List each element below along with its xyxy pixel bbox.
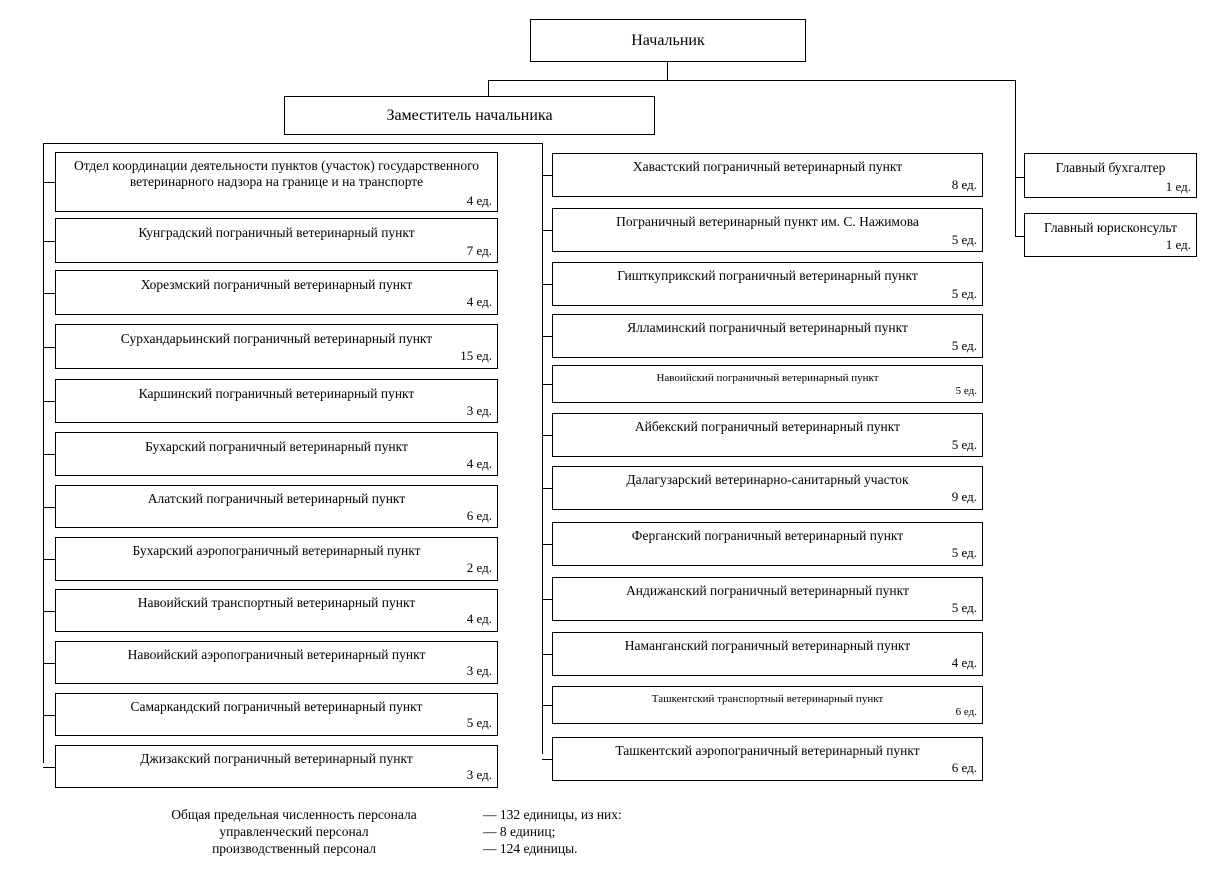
deputy-title: Заместитель начальника: [386, 107, 553, 124]
unit-count: 5 ед.: [951, 286, 977, 301]
unit-title: Самаркандский пограничный ветеринарный пункт: [130, 699, 423, 714]
connector-line: [542, 336, 552, 337]
connector-line: [43, 454, 55, 455]
unit-title: Алатский пограничный ветеринарный пункт: [147, 491, 406, 506]
unit-box: [55, 218, 498, 263]
unit-box: [552, 466, 983, 510]
unit-title: Кунградский пограничный ветеринарный пункт: [138, 225, 415, 240]
unit-box: [552, 632, 983, 676]
connector-line: [43, 182, 55, 183]
connector-line: [542, 654, 552, 655]
summary-label: Общая предельная численность персонала: [171, 807, 417, 822]
unit-box: [55, 537, 498, 581]
unit-count: 6 ед.: [466, 508, 492, 523]
head-box: [530, 19, 806, 62]
unit-title: Далагузарский ветеринарно-санитарный участок: [626, 472, 909, 487]
staff-title: Главный бухгалтер: [1055, 160, 1166, 175]
unit-count: 5 ед.: [466, 715, 492, 730]
unit-count: 2 ед.: [466, 560, 492, 575]
unit-box: [552, 262, 983, 306]
connector-line: [667, 61, 668, 81]
unit-title: Хавастский пограничный ветеринарный пункт: [632, 159, 903, 174]
unit-count: 4 ед.: [466, 456, 492, 471]
unit-box: [552, 522, 983, 566]
unit-title: Ферганский пограничный ветеринарный пункт: [631, 528, 904, 543]
summary-value: — 132 единицы, из них:: [483, 807, 622, 822]
unit-title: Ялламинский пограничный ветеринарный пункт: [627, 320, 908, 335]
unit-box: [55, 379, 498, 423]
unit-count: 4 ед.: [951, 655, 977, 670]
unit-box: [552, 577, 983, 621]
unit-count: 15 ед.: [460, 348, 492, 363]
unit-box: [55, 270, 498, 315]
unit-title: Гиштк​уприкский пограничный ветеринарный пункт: [617, 268, 918, 283]
unit-count: 5 ед.: [951, 338, 977, 353]
connector-line: [542, 759, 552, 760]
connector-line: [488, 80, 1016, 81]
summary-label: управленческий персонал: [219, 824, 369, 839]
connector-line: [542, 599, 552, 600]
unit-count: 5 ед.: [951, 600, 977, 615]
unit-box: [55, 693, 498, 736]
connector-line: [542, 175, 552, 176]
unit-count: 4 ед.: [466, 294, 492, 309]
unit-box: [552, 413, 983, 457]
connector-line: [43, 507, 55, 508]
unit-count: 9 ед.: [951, 489, 977, 504]
unit-count: 5 ед.: [951, 437, 977, 452]
unit-count: 5 ед.: [955, 385, 977, 397]
connector-line: [43, 663, 55, 664]
unit-count: 7 ед.: [466, 243, 492, 258]
unit-count: 5 ед.: [951, 545, 977, 560]
unit-box: [552, 365, 983, 403]
connector-line: [488, 80, 489, 97]
staff-count: 1 ед.: [1165, 237, 1191, 252]
unit-count: 6 ед.: [955, 706, 977, 718]
unit-title: Андижанский пограничный ветеринарный пункт: [626, 583, 909, 598]
connector-line: [43, 293, 55, 294]
connector-line: [542, 384, 552, 385]
connector-line: [542, 435, 552, 436]
connector-line: [542, 230, 552, 231]
unit-title: Хорезмский пограничный ветеринарный пункт: [140, 277, 413, 292]
connector-line: [542, 143, 543, 754]
unit-title: Навоийский пограничный ветеринарный пункт: [656, 372, 879, 384]
unit-title: Отдел координации деятельности пунктов (участок) государственного ветеринарного надзора на границе и на транспорте: [73, 158, 480, 189]
connector-line: [43, 715, 55, 716]
unit-title: Навоийский аэропограничный ветеринарный пункт: [127, 647, 426, 662]
unit-count: 3 ед.: [466, 403, 492, 418]
connector-line: [43, 767, 55, 768]
unit-title: Бухарский пограничный ветеринарный пункт: [145, 439, 408, 454]
unit-box: [552, 153, 983, 197]
unit-title: Ташкентский транспортный ветеринарный пункт: [651, 693, 884, 705]
staff-title: Главный юрисконсульт: [1044, 220, 1177, 235]
connector-line: [542, 544, 552, 545]
connector-line: [43, 143, 44, 763]
summary-label: производственный персонал: [212, 841, 376, 856]
unit-count: 4 ед.: [466, 193, 492, 208]
connector-line: [43, 347, 55, 348]
connector-line: [542, 284, 552, 285]
unit-count: 8 ед.: [951, 177, 977, 192]
unit-box: [55, 485, 498, 528]
staff-count: 1 ед.: [1165, 179, 1191, 194]
head-title: Начальник: [631, 32, 705, 49]
unit-title: Пограничный ветеринарный пункт им. С. Нажимова: [616, 214, 919, 229]
unit-title: Наманганский пограничный ветеринарный пункт: [624, 638, 911, 653]
unit-box: [55, 641, 498, 684]
unit-box: [55, 745, 498, 788]
unit-box: [55, 152, 498, 212]
unit-box: [552, 208, 983, 252]
connector-line: [542, 705, 552, 706]
unit-box: [552, 686, 983, 724]
connector-line: [43, 241, 55, 242]
unit-title: Айбекский пограничный ветеринарный пункт: [634, 419, 901, 434]
unit-count: 3 ед.: [466, 663, 492, 678]
unit-title: Ташкентский аэропограничный ветеринарный пункт: [615, 743, 920, 758]
unit-title: Каршинский пограничный ветеринарный пункт: [138, 386, 415, 401]
unit-count: 3 ед.: [466, 767, 492, 782]
unit-count: 5 ед.: [951, 232, 977, 247]
unit-count: 4 ед.: [466, 611, 492, 626]
unit-box: [55, 589, 498, 632]
summary-value: — 8 единиц;: [483, 824, 556, 839]
deputy-box: [284, 96, 655, 135]
connector-line: [1015, 80, 1016, 237]
connector-line: [43, 611, 55, 612]
unit-title: Сурхандарьинский пограничный ветеринарный пункт: [120, 331, 433, 346]
staff-box: [1024, 213, 1197, 257]
unit-box: [55, 432, 498, 476]
unit-title: Бухарский аэропограничный ветеринарный пункт: [132, 543, 421, 558]
unit-box: [552, 737, 983, 781]
unit-title: Навоийский транспортный ветеринарный пункт: [137, 595, 416, 610]
connector-line: [542, 488, 552, 489]
connector-line: [43, 559, 55, 560]
summary-value: — 124 единицы.: [483, 841, 578, 856]
connector-line: [43, 401, 55, 402]
staff-box: [1024, 153, 1197, 198]
unit-title: Джизакский пограничный ветеринарный пункт: [140, 751, 413, 766]
unit-box: [55, 324, 498, 369]
unit-box: [552, 314, 983, 358]
connector-line: [43, 143, 543, 144]
unit-count: 6 ед.: [951, 760, 977, 775]
